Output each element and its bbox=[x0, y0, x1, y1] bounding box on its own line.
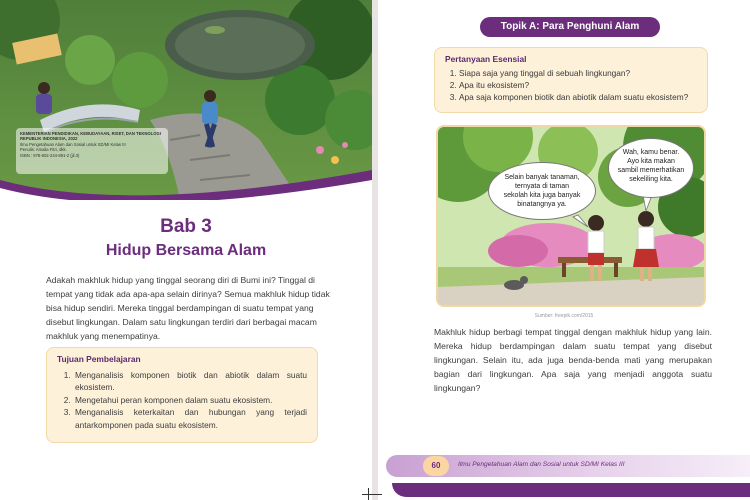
learning-goals-title: Tujuan Pembelajaran bbox=[57, 354, 141, 364]
learning-goal-item: 3. Menganalisis keterkaitan dan hubungan yang terjadi antarkomponen pada suatu ekosistem. bbox=[73, 406, 307, 431]
speech-bubble-boy bbox=[488, 162, 596, 220]
learning-goal-item: 2. Mengetahui peran komponen dalam suatu ekosistem. bbox=[73, 394, 307, 406]
learning-goals-list bbox=[57, 369, 307, 431]
crop-mark bbox=[362, 494, 382, 495]
essential-questions-list bbox=[445, 67, 697, 104]
right-page bbox=[378, 0, 750, 500]
bubble-line: Wah, kamu benar. bbox=[622, 149, 680, 156]
left-page bbox=[0, 0, 372, 500]
learning-goal-item: 1. Menganalisis komponen biotik dan abiotik dalam suatu ekosistem. bbox=[73, 369, 307, 394]
body-paragraph: Makhluk hidup berbagi tempat tinggal dengan makhluk hidup yang lain. Mereka hidup berdampingan dalam suatu tempat yang disebut lingkungan. Selain itu, ada juga benda-benda mati yang merupakan bagian dari lingkungan. Apa saja yang menjadi anggota suatu lingkungan? bbox=[434, 327, 712, 393]
chapter-title: Hidup Bersama Alam bbox=[105, 242, 267, 259]
bubble-line: Selain banyak tanaman, bbox=[504, 174, 580, 181]
page-number: 60 bbox=[423, 456, 449, 476]
bubble-line: ternyata di taman bbox=[514, 183, 570, 190]
country-text: REPUBLIK INDONESIA, 2022 bbox=[20, 136, 78, 142]
bubble-line: sambil memerhatikan bbox=[617, 167, 685, 174]
topic-badge: Topik A: Para Penghuni Alam bbox=[480, 17, 660, 37]
essential-questions-title: Pertanyaan Esensial bbox=[445, 54, 527, 64]
publisher-info-box bbox=[16, 128, 168, 174]
learning-goals-box bbox=[46, 347, 318, 443]
intro-paragraph: Adakah makhluk hidup yang tinggal seorang diri di Bumi ini? Tinggal di tempat yang tidak ada apa-apa selain dirinya? Semua makhluk hidup tidak bisa hidup sendiri. Mereka tinggal berdampingan di suatu tempat yang disebut lingkungan. Dalam satu lingkungan terdiri dari berbagai macam makhluk yang menempatinya. bbox=[46, 275, 330, 341]
bubble-line: Ayo kita makan bbox=[627, 158, 675, 165]
image-source-caption: Sumber: freepik.com/2015 bbox=[534, 313, 594, 319]
isbn-text: ISBN : 978-602-244-891-2 (jil.3) bbox=[20, 152, 80, 158]
footer-book-title: Ilmu Pengetahuan Alam dan Sosial untuk SD/MI Kelas III bbox=[458, 461, 625, 468]
essential-questions-box bbox=[434, 47, 708, 113]
garden-cover-photo bbox=[0, 0, 372, 200]
speech-bubble-girl bbox=[608, 138, 694, 198]
bubble-line: binatangnya ya. bbox=[517, 201, 567, 208]
bubble-line: sekolah kita juga banyak bbox=[503, 192, 581, 199]
bottom-purple-strip bbox=[392, 483, 750, 497]
question-item: 3. Apa saja komponen biotik dan abiotik dalam suatu ekosistem? bbox=[459, 91, 697, 103]
question-item: 2. Apa itu ekosistem? bbox=[459, 79, 697, 91]
book-text: Ilmu Pengetahuan Alam dan Sosial untuk SD/MI Kelas III bbox=[20, 141, 126, 147]
question-item: 1. Siapa saja yang tinggal di sebuah lingkungan? bbox=[459, 67, 697, 79]
authors-text: Penulis: Amalia Fitri, dkk. bbox=[20, 147, 67, 153]
school-garden-illustration bbox=[436, 125, 706, 307]
bubble-line: sekeliling kita. bbox=[629, 176, 673, 183]
chapter-number: Bab 3 bbox=[160, 216, 212, 237]
ministry-text: KEMENTERIAN PENDIDIKAN, KEBUDAYAAN, RISET, DAN TEKNOLOGI bbox=[20, 131, 161, 136]
